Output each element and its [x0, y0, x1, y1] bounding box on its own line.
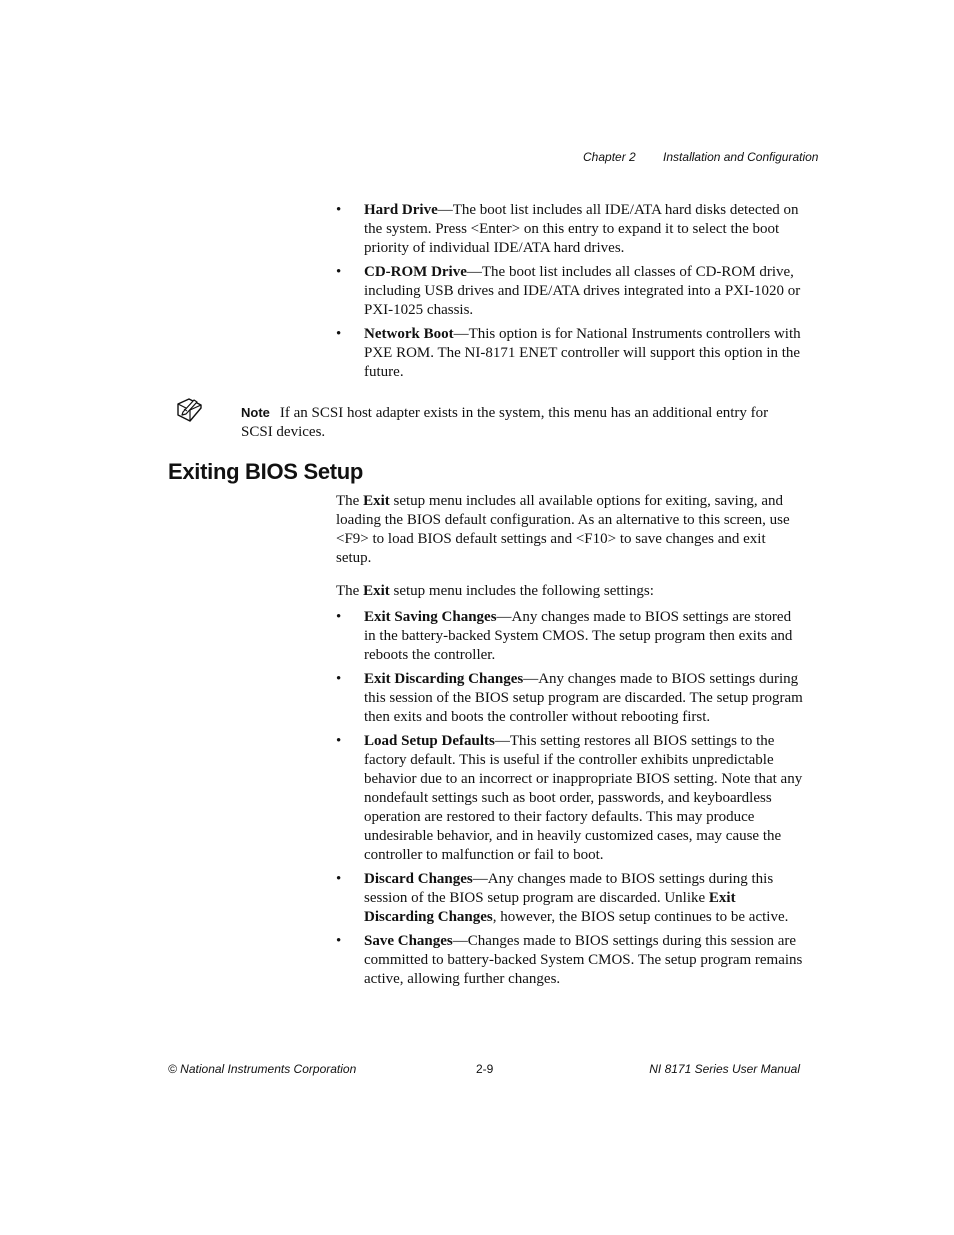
- footer-copyright: © National Instruments Corporation: [168, 1062, 357, 1076]
- bullet-glyph: •: [336, 202, 342, 218]
- list-item-term: Load Setup Defaults: [364, 733, 495, 749]
- list-item: [336, 870, 806, 927]
- note-pencil-icon: [175, 396, 205, 424]
- list-item-term: Save Changes: [364, 933, 453, 949]
- list-item-term: Hard Drive: [364, 202, 438, 218]
- running-header: [583, 150, 818, 164]
- list-item: [336, 325, 806, 382]
- list-item: [336, 732, 806, 865]
- intro-paragraph: [336, 492, 802, 568]
- intro-post: setup menu includes all available options for exiting, saving, and loading the BIOS default configuration. As an alternative to this screen, use <F9> to load BIOS default settings and <F10> to save changes and exit setup.: [336, 493, 790, 566]
- list-item-term: Exit Saving Changes: [364, 609, 497, 625]
- bullet-glyph: •: [336, 733, 342, 749]
- list-item-text: —Any changes made to BIOS settings during this session of the BIOS setup program are discarded. Unlike: [364, 871, 774, 906]
- list-item: [336, 670, 806, 727]
- list-item-term: CD-ROM Drive: [364, 264, 467, 280]
- settings-post: setup menu includes the following settings:: [389, 583, 654, 599]
- intro-bold: Exit: [363, 493, 390, 509]
- bullet-glyph: •: [336, 871, 342, 887]
- exit-settings-list: [336, 608, 806, 994]
- list-item-text: —Changes made to BIOS settings during this session are committed to battery-backed System CMOS. The setup program remains active, allowing further changes.: [364, 933, 803, 987]
- list-item-text-tail: , however, the BIOS setup continues to be active.: [492, 909, 789, 925]
- footer-manual-title: NI 8171 Series User Manual: [649, 1062, 800, 1076]
- header-chapter: Chapter 2: [583, 150, 636, 164]
- list-item-text: —Any changes made to BIOS settings during this session of the BIOS setup program are discarded. The setup program then exits and boots the controller without rebooting first.: [364, 671, 803, 725]
- bullet-glyph: •: [336, 933, 342, 949]
- list-item-term: Discard Changes: [364, 871, 473, 887]
- intro-pre: The: [336, 493, 364, 509]
- list-item-term: Exit Discarding Changes: [364, 671, 524, 687]
- settings-paragraph: [336, 582, 802, 601]
- settings-bold: Exit: [363, 583, 390, 599]
- section-heading: Exiting BIOS Setup: [168, 459, 364, 484]
- list-item-text: —This option is for National Instruments controllers with PXE ROM. The NI-8171 ENET controller will support this option in the future.: [364, 326, 801, 380]
- settings-pre: The: [336, 583, 364, 599]
- footer-page-number: 2-9: [476, 1062, 494, 1076]
- list-item-text: —This setting restores all BIOS settings to the factory default. This is useful if the controller exhibits unpredictable behavior due to an incorrect or inappropriate BIOS setting. Note that any nondefault settings such as boot order, passwords, and keyboardless operation are restored to their factory defaults. This may produce undesirable behavior, and in heavily customized cases, may cause the controller to malfunction or fail to boot.: [364, 733, 803, 863]
- list-item-term-inline: Exit Discarding Changes: [364, 890, 736, 925]
- list-item: [336, 608, 806, 665]
- list-item-text: —The boot list includes all IDE/ATA hard disks detected on the system. Press <Enter> on this entry to expand it to select the boot priority of individual IDE/ATA hard drives.: [364, 202, 799, 256]
- bullet-glyph: •: [336, 326, 342, 342]
- list-item: [336, 201, 806, 258]
- boot-options-list: [336, 201, 806, 387]
- note-block: [241, 403, 801, 442]
- list-item-text: —The boot list includes all classes of CD-ROM drive, including USB drives and IDE/ATA drives integrated into a PXI-1020 or PXI-1025 chassis.: [364, 264, 801, 318]
- note-text: If an SCSI host adapter exists in the system, this menu has an additional entry for SCSI devices.: [241, 405, 769, 440]
- header-section: Installation and Configuration: [663, 150, 819, 164]
- bullet-glyph: •: [336, 671, 342, 687]
- list-item: [336, 263, 806, 320]
- list-item: [336, 932, 806, 989]
- bullet-glyph: •: [336, 609, 342, 625]
- note-label: Note: [241, 405, 270, 420]
- bullet-glyph: •: [336, 264, 342, 280]
- list-item-term: Network Boot: [364, 326, 454, 342]
- list-item-text: —Any changes made to BIOS settings are stored in the battery-backed System CMOS. The setup program then exits and reboots the controller.: [364, 609, 793, 663]
